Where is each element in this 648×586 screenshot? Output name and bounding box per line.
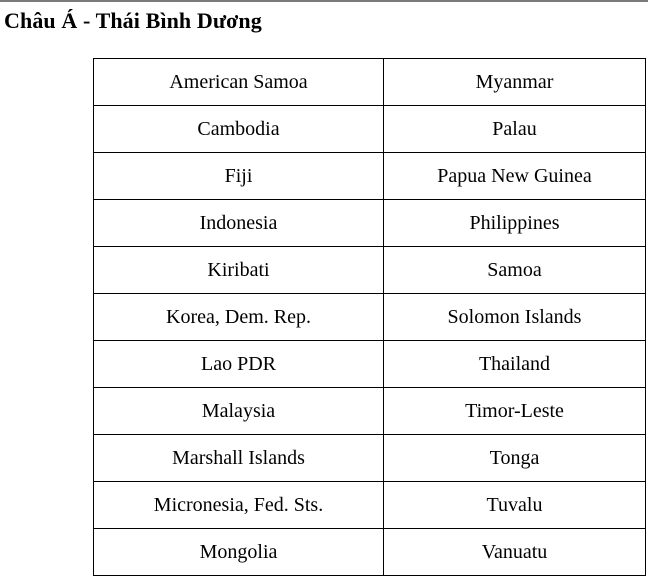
table-cell: Timor-Leste (384, 388, 646, 435)
section-heading: Châu Á - Thái Bình Dương (4, 8, 262, 33)
table-row (94, 106, 646, 153)
table-row (94, 435, 646, 482)
table-row (94, 529, 646, 576)
table-cell: Lao PDR (94, 341, 384, 388)
table-cell: American Samoa (94, 59, 384, 106)
table-cell: Malaysia (94, 388, 384, 435)
table-row (94, 200, 646, 247)
table-cell: Samoa (384, 247, 646, 294)
table-cell: Marshall Islands (94, 435, 384, 482)
table-row (94, 59, 646, 106)
table-row (94, 294, 646, 341)
table-row (94, 153, 646, 200)
table-cell: Tonga (384, 435, 646, 482)
table-cell: Mongolia (94, 529, 384, 576)
table-cell: Fiji (94, 153, 384, 200)
table-cell: Papua New Guinea (384, 153, 646, 200)
table-cell: Tuvalu (384, 482, 646, 529)
table-cell: Korea, Dem. Rep. (94, 294, 384, 341)
table-cell: Myanmar (384, 59, 646, 106)
table-cell: Micronesia, Fed. Sts. (94, 482, 384, 529)
table-cell: Cambodia (94, 106, 384, 153)
table-row (94, 482, 646, 529)
table-row (94, 341, 646, 388)
table-cell: Palau (384, 106, 646, 153)
table-cell: Vanuatu (384, 529, 646, 576)
table-cell: Thailand (384, 341, 646, 388)
table-cell: Indonesia (94, 200, 384, 247)
table-cell: Philippines (384, 200, 646, 247)
table-row (94, 247, 646, 294)
top-divider (0, 0, 648, 2)
table-cell: Kiribati (94, 247, 384, 294)
table-row (94, 388, 646, 435)
table-cell: Solomon Islands (384, 294, 646, 341)
country-table (93, 58, 646, 576)
